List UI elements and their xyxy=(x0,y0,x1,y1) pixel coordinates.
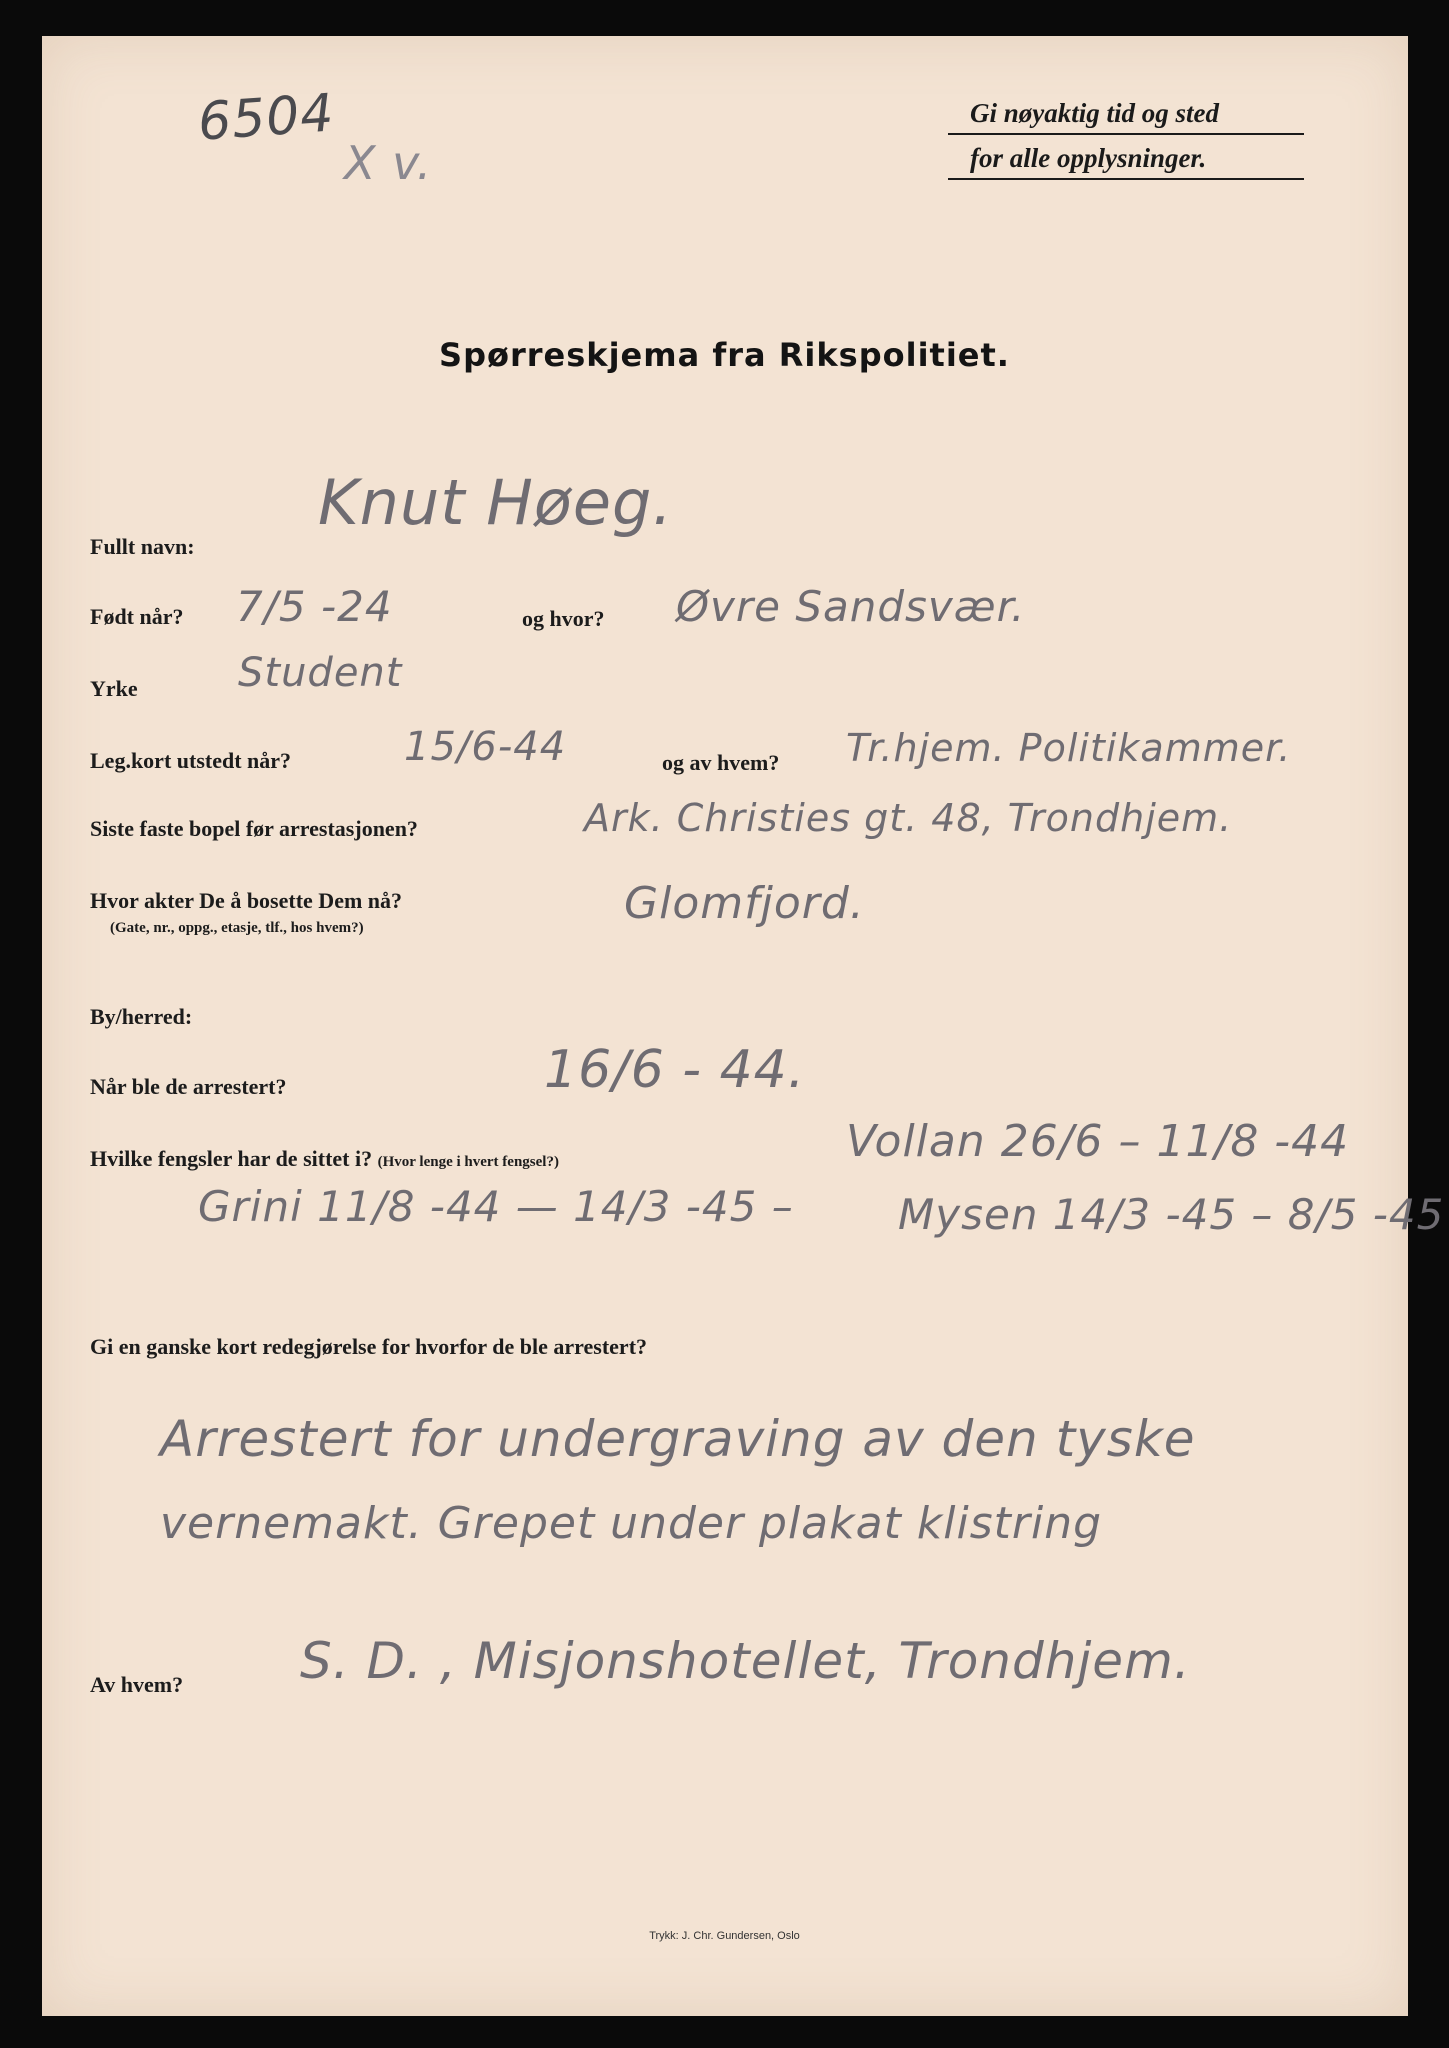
prisons-line-2: Grini 11/8 -44 — 14/3 -45 – xyxy=(198,1182,794,1231)
form-title: Spørreskjema fra Rikspolitiet. xyxy=(439,336,1010,374)
printer-credit: Trykk: J. Chr. Gundersen, Oslo xyxy=(649,1930,800,1942)
born-where-value: Øvre Sandsvær. xyxy=(676,582,1026,631)
prisons-label-text: Hvilke fengsler har de sittet i? xyxy=(90,1146,373,1171)
prisons-line-3: Mysen 14/3 -45 – 8/5 -45 xyxy=(898,1190,1445,1239)
reason-line-1: Arrestert for undergraving av den tyske xyxy=(160,1410,1196,1468)
by-whom-label: Av hvem? xyxy=(90,1672,184,1697)
idcard-who-value: Tr.hjem. Politikammer. xyxy=(846,726,1292,770)
last-address-value: Ark. Christies gt. 48, Trondhjem. xyxy=(584,796,1233,840)
born-when-value: 7/5 -24 xyxy=(236,582,393,631)
settle-value: Glomfjord. xyxy=(624,878,865,929)
form-paper xyxy=(42,36,1408,2016)
idcard-who-label: og av hvem? xyxy=(662,750,780,775)
notice-line-2: for alle opplysninger. xyxy=(948,141,1304,180)
instruction-notice xyxy=(948,96,1304,180)
settle-label: Hvor akter De å bosette Dem nå? xyxy=(90,888,403,913)
occupation-label: Yrke xyxy=(90,676,138,701)
born-where-label: og hvor? xyxy=(522,606,605,631)
by-whom-value: S. D. , Misjonshotellet, Trondhjem. xyxy=(300,1632,1191,1690)
prisons-line-1: Vollan 26/6 – 11/8 -44 xyxy=(846,1116,1350,1167)
reason-label: Gi en ganske kort redegjørelse for hvorfor de ble arrestert? xyxy=(90,1334,648,1359)
last-address-label: Siste faste bopel før arrestasjonen? xyxy=(90,816,418,841)
prisons-sublabel: (Hvor lenge i hvert fengsel?) xyxy=(377,1154,559,1170)
occupation-value: Student xyxy=(238,650,403,696)
idcard-when-value: 15/6-44 xyxy=(404,724,567,770)
settle-sublabel: (Gate, nr., oppg., etasje, tlf., hos hvem?) xyxy=(110,920,364,936)
arrested-label: Når ble de arrestert? xyxy=(90,1074,287,1099)
name-value: Knut Høeg. xyxy=(318,466,674,539)
arrested-value: 16/6 - 44. xyxy=(544,1040,806,1100)
municipality-label: By/herred: xyxy=(90,1004,193,1029)
reason-line-2: vernemakt. Grepet under plakat klistring xyxy=(160,1498,1103,1549)
archive-number: 6504 xyxy=(196,83,337,153)
idcard-when-label: Leg.kort utstedt når? xyxy=(90,748,292,773)
notice-line-1: Gi nøyaktig tid og sted xyxy=(948,96,1304,135)
prisons-label xyxy=(90,1146,559,1172)
name-label: Fullt navn: xyxy=(90,534,195,559)
born-when-label: Født når? xyxy=(90,604,184,629)
archive-mark: X v. xyxy=(344,136,433,190)
